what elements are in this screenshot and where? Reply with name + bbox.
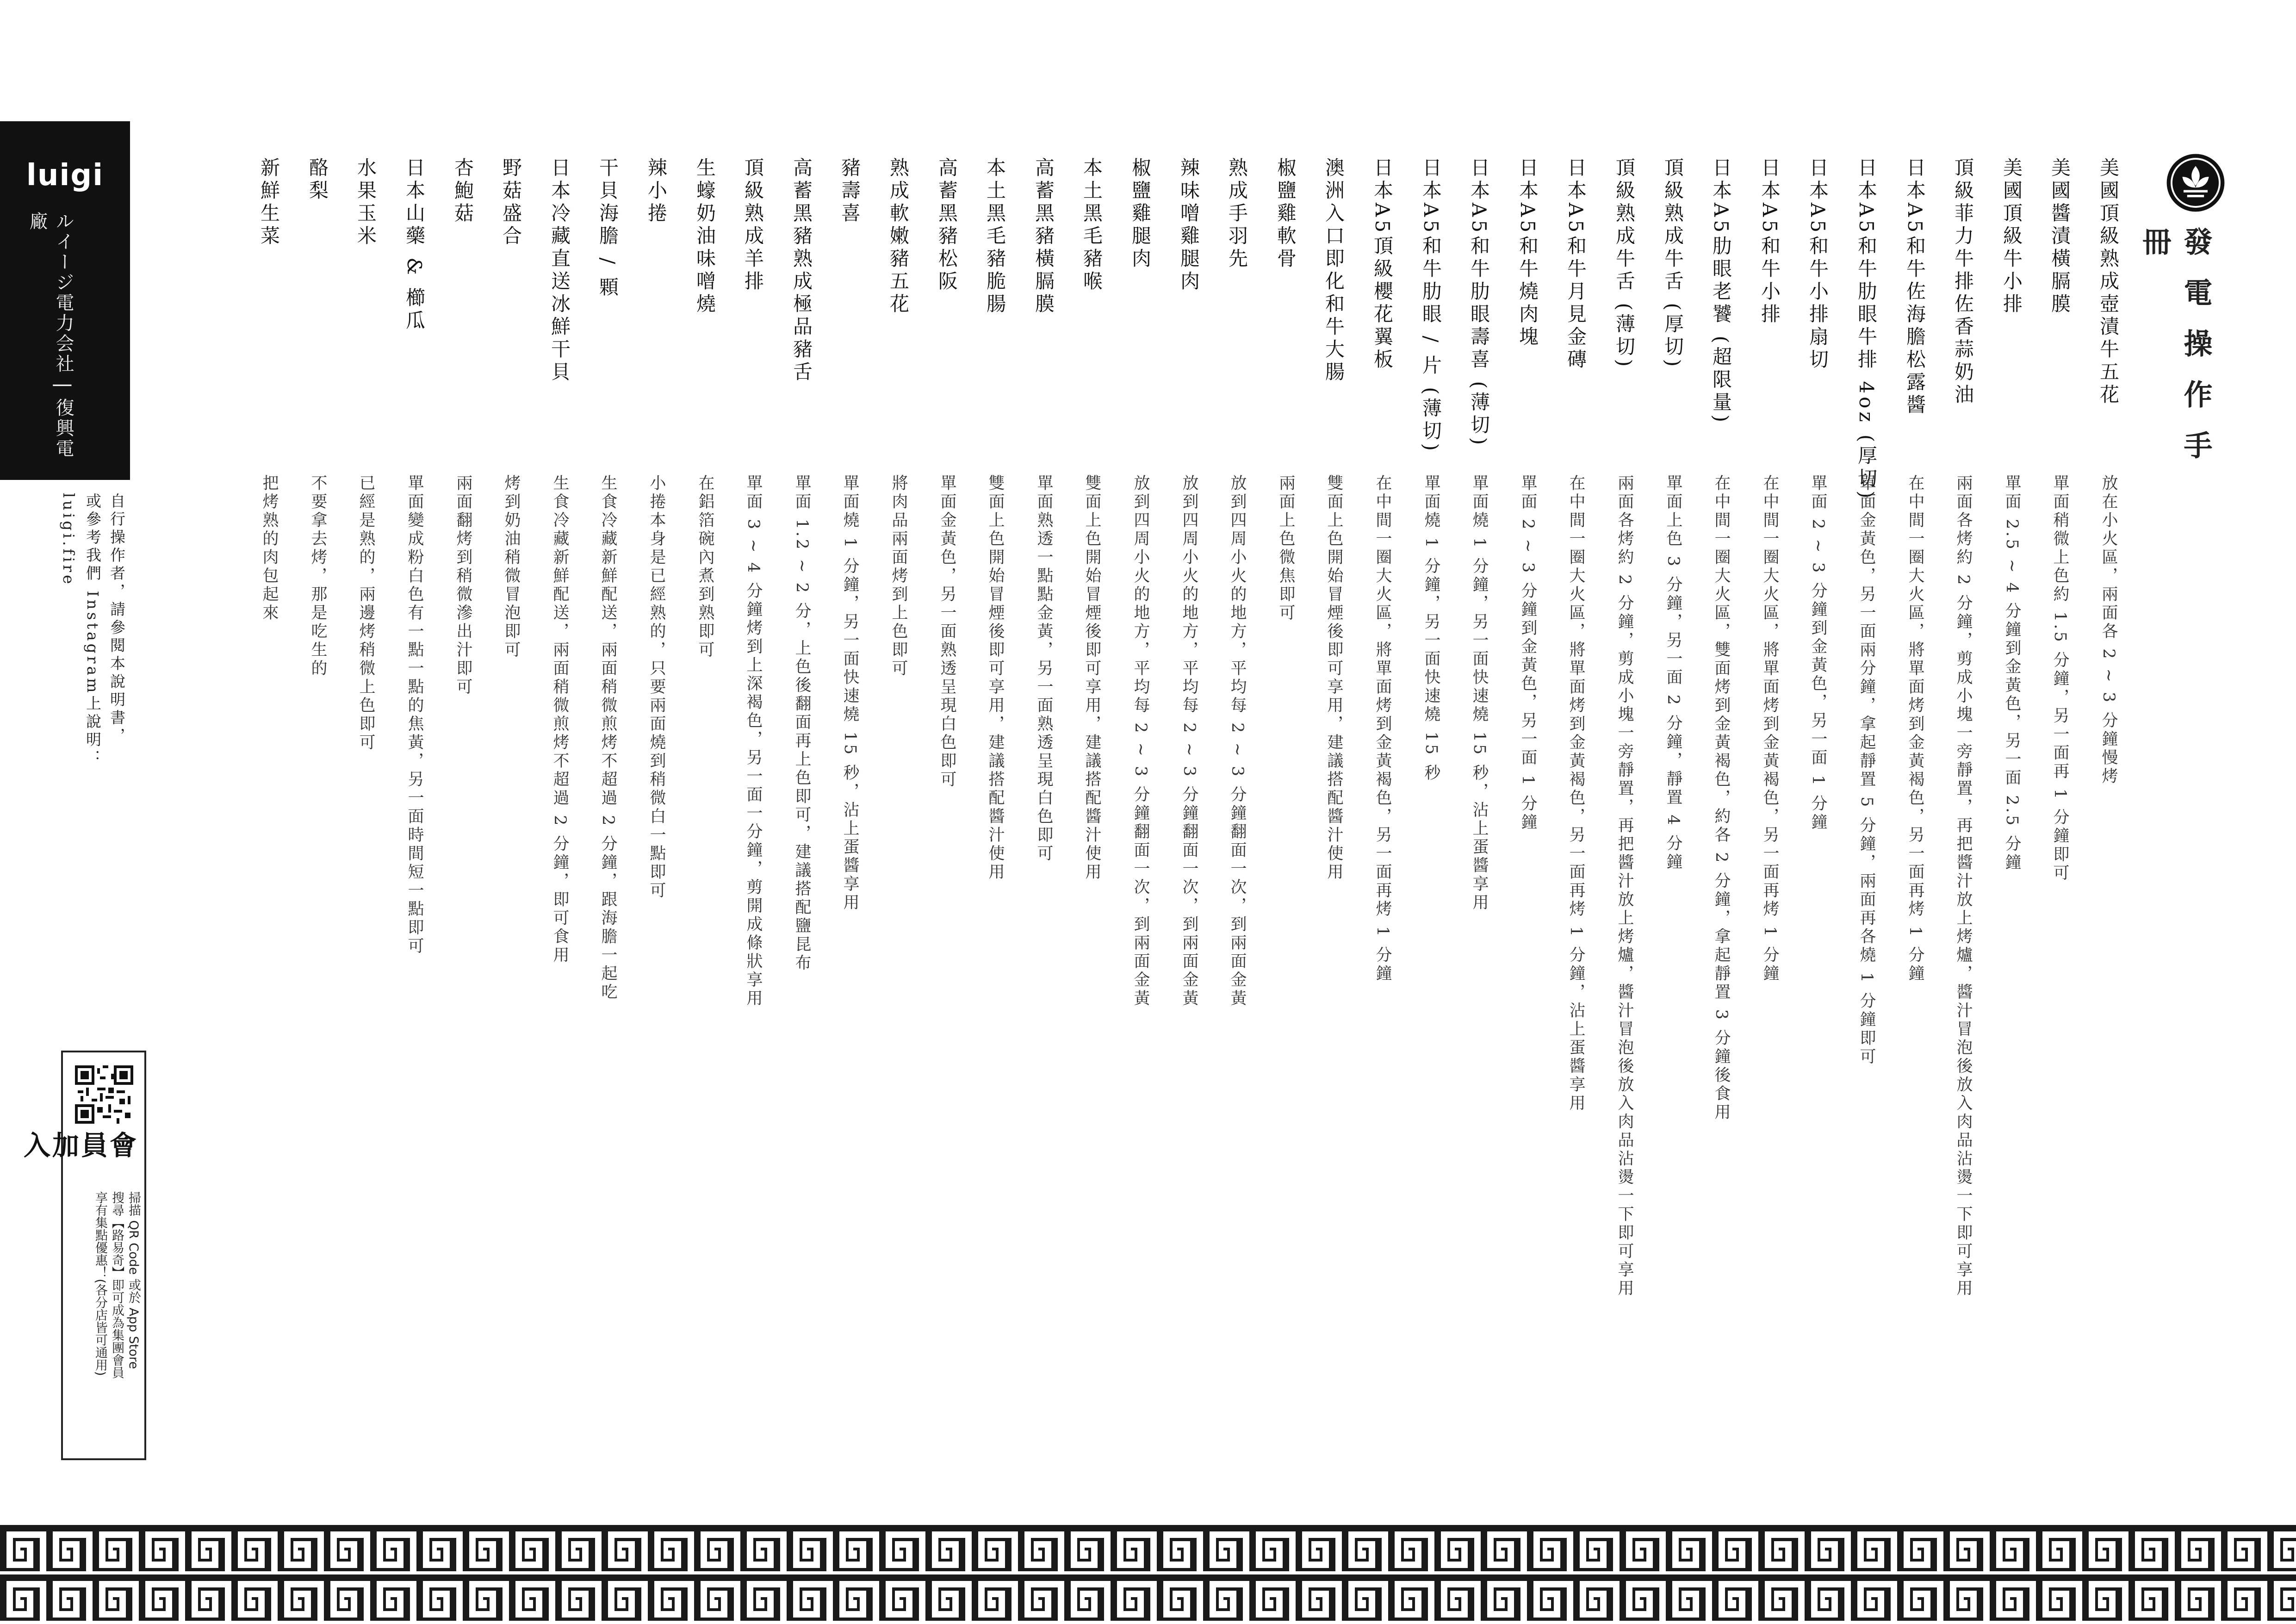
menu-item-name: 日本A5頂級櫻花翼板 [1371, 157, 1394, 372]
member-text-line1: 掃描 QR Code 或於 App Store [126, 1191, 141, 1369]
menu-item-name: 日本A5和牛佐海膽松露醬 [1904, 157, 1926, 417]
menu-item-instruction: 生食冷藏新鮮配送，兩面稍微煎烤不超過 2 分鐘，即可食用 [551, 474, 569, 965]
member-title-line2: 加入 [19, 1131, 79, 1159]
menu-item-name: 日本A5和牛肋眼 / 片 (薄切) [1420, 157, 1442, 454]
menu-item-instruction: 在中間一圈大火區，將單面烤到金黃褐色，另一面再烤 1 分鐘 [1373, 474, 1392, 983]
menu-item-instruction: 在鋁箔碗內煮到熟即可 [696, 474, 714, 660]
menu-item-name: 野菇盛合 [500, 157, 522, 248]
menu-item-name: 日本A5肋眼老饕 (超限量) [1710, 157, 1732, 426]
page-title: 發電操作手冊 [2138, 227, 2213, 481]
menu-item-instruction: 單面 2 ~ 3 分鐘到金黃色，另一面 1 分鐘 [1809, 474, 1827, 832]
menu-item-instruction: 單面 1.2 ~ 2 分，上色後翻面再上色即可，建議搭配鹽昆布 [793, 474, 811, 973]
member-card [19, 1051, 146, 1460]
menu-item-name: 本土黑毛豬喉 [1080, 157, 1103, 293]
qr-code-icon[interactable] [75, 1065, 133, 1124]
menu-item-name: 日本A5和牛小排 [1758, 157, 1781, 327]
brand-logo: luigi [26, 158, 104, 193]
menu-item-name: 熟成軟嫩豬五花 [887, 157, 910, 316]
lotus-emblem-icon [2166, 153, 2226, 213]
side-note-line2: 或參考我們 Instagram上說明：luigi.fire [60, 493, 102, 768]
menu-item-name: 辣小捲 [645, 157, 668, 225]
menu-item-instruction: 兩面翻烤到稍微滲出汁即可 [454, 474, 472, 697]
menu-item-instruction: 放到四周小火的地方，平均每 2 ~ 3 分鐘翻面一次，到兩面金黃 [1131, 474, 1150, 1008]
member-title-line1: 會員 [76, 1131, 137, 1159]
menu-item-instruction: 雙面上色開始冒煙後即可享用，建議搭配醬汁使用 [1083, 474, 1101, 882]
menu-item-instruction: 雙面上色開始冒煙後即可享用，建議搭配醬汁使用 [986, 474, 1005, 882]
menu-item-name: 日本A5和牛燒肉塊 [1516, 157, 1539, 349]
menu-item-name: 酪梨 [306, 157, 329, 203]
menu-item-name: 日本A5和牛肋眼壽喜 (薄切) [1468, 157, 1490, 448]
menu-item-instruction: 在中間一圈大火區，將單面烤到金黃褐色，另一面再烤 1 分鐘 [1906, 474, 1924, 983]
member-text-line2: 搜尋【路易奇】即可成為集團會員 [110, 1191, 124, 1379]
menu-item-instruction: 單面燒 1 分鐘，另一面快速燒 15 秒 [1422, 474, 1440, 783]
menu-item-instruction: 放到四周小火的地方，平均每 2 ~ 3 分鐘翻面一次，到兩面金黃 [1228, 474, 1247, 1008]
menu-item-name: 日本A5和牛肋眼牛排 4oz (厚切) [1855, 157, 1878, 502]
menu-item-name: 干貝海膽 / 顆 [596, 157, 619, 299]
menu-item-instruction: 不要拿去烤，那是吃生的 [309, 474, 327, 678]
menu-item-instruction: 單面燒 1 分鐘，另一面快速燒 15 秒，沾上蛋醬享用 [1470, 474, 1489, 913]
menu-item-name: 杏鮑菇 [452, 157, 474, 225]
menu-item-name: 頂級熟成牛舌 (薄切) [1613, 157, 1636, 370]
menu-item-instruction: 雙面上色開始冒煙後即可享用，建議搭配醬汁使用 [1325, 474, 1343, 882]
menu-item-name: 辣味噌雞腿肉 [1178, 157, 1200, 293]
menu-item-instruction: 單面金黃色，另一面熟透呈現白色即可 [938, 474, 956, 789]
menu-item-instruction: 單面稍微上色約 1.5 分鐘，另一面再 1 分鐘即可 [2051, 474, 2069, 883]
menu-item-name: 美國頂級牛小排 [2000, 157, 2023, 316]
menu-item-name: 新鮮生菜 [258, 157, 280, 248]
menu-item-name: 日本冷藏直送冰鮮干貝 [548, 157, 571, 384]
brand-name: ルイージ電力会社 | 復興電廠 [26, 212, 74, 459]
menu-item-instruction: 將肉品兩面烤到上色即可 [889, 474, 908, 678]
menu-item-instruction: 兩面各烤約 2 分鐘，剪成小塊一旁靜置，再把醬汁放上烤爐，醬汁冒泡後放入肉品沾燙一下即可享用 [1954, 474, 1973, 1298]
member-text [72, 1191, 142, 1455]
menu-item-instruction: 烤到奶油稍微冒泡即可 [502, 474, 521, 660]
menu-item-name: 頂級菲力牛排佐香蒜奶油 [1952, 157, 1974, 407]
menu-item-name: 椒鹽雞軟骨 [1274, 157, 1297, 271]
menu-item-name: 日本A5和牛小排扇切 [1806, 157, 1829, 372]
member-text-line3: 享有集點優惠！(各分店皆可通用) [93, 1191, 107, 1376]
menu-item-name: 水果玉米 [354, 157, 377, 248]
menu-item-instruction: 單面變成粉白色有一點一點的焦黃，另一面時間短一點即可 [405, 474, 424, 956]
menu-item-instruction: 放在小火區，兩面各 2 ~ 3 分鐘慢烤 [2099, 474, 2118, 786]
member-title [19, 1131, 137, 1182]
side-note-line1: 自行操作者，請參閱本說明書， [108, 493, 126, 746]
menu-item-instruction: 單面 2.5 ~ 4 分鐘到金黃色，另一面 2.5 分鐘 [2003, 474, 2021, 872]
menu-item-name: 高蓄黑豬松阪 [936, 157, 958, 293]
menu-item-instruction: 單面 2 ~ 3 分鐘到金黃色，另一面 1 分鐘 [1519, 474, 1537, 832]
menu-item-name: 美國醬漬橫膈膜 [2048, 157, 2071, 316]
menu-item-instruction: 放到四周小火的地方，平均每 2 ~ 3 分鐘翻面一次，到兩面金黃 [1180, 474, 1198, 1008]
menu-item-name: 日本A5和牛月見金磚 [1564, 157, 1587, 372]
menu-item-name: 日本山藥 & 櫛瓜 [403, 157, 426, 333]
menu-item-instruction: 在中間一圈大火區，將單面烤到金黃褐色，另一面再烤 1 分鐘，沾上蛋醬享用 [1567, 474, 1585, 1113]
menu-item-instruction: 單面 3 ~ 4 分鐘烤到上深褐色，另一面一分鐘，剪開成條狀享用 [744, 474, 763, 1008]
menu-item-name: 高蓄黑豬熟成極品豬舌 [790, 157, 813, 384]
menu-item-instruction: 單面金黃色，另一面兩分鐘，拿起靜置 5 分鐘，兩面再各燒 1 分鐘即可 [1857, 474, 1876, 1067]
menu-item-instruction: 單面燒 1 分鐘，另一面快速燒 15 秒，沾上蛋醬享用 [841, 474, 859, 913]
menu-item-name: 熟成手羽先 [1226, 157, 1248, 271]
menu-item-name: 澳洲入口即化和牛大腸 [1322, 157, 1345, 384]
menu-item-name: 椒鹽雞腿肉 [1129, 157, 1152, 271]
menu-item-name: 生蠔奶油味噌燒 [694, 157, 716, 316]
side-note [60, 493, 129, 845]
menu-item-instruction: 兩面上色微焦即可 [1277, 474, 1295, 622]
menu-item-name: 豬壽喜 [838, 157, 861, 225]
menu-item-name: 本土黑毛豬脆腸 [984, 157, 1006, 316]
menu-item-instruction: 單面熟透一點點金黃，另一面熟透呈現白色即可 [1035, 474, 1053, 863]
menu-item-name: 高蓄黑豬橫膈膜 [1032, 157, 1055, 316]
menu-item-instruction: 把烤熟的肉包起來 [260, 474, 279, 622]
menu-item-instruction: 小捲本身是已經熟的，只要兩面燒到稍微白一點即可 [647, 474, 666, 900]
menu-item-instruction: 在中間一圈大火區，將單面烤到金黃褐色，另一面再烤 1 分鐘 [1761, 474, 1779, 983]
brand-panel [0, 121, 130, 480]
menu-item-name: 美國頂級熟成壺漬牛五花 [2097, 157, 2120, 407]
menu-item-name: 頂級熟成羊排 [742, 157, 764, 293]
decorative-key-border [0, 1525, 2296, 1624]
menu-item-instruction: 已經是熟的，兩邊烤稍微上色即可 [357, 474, 375, 752]
menu-item-name: 頂級熟成牛舌 (厚切) [1662, 157, 1684, 370]
menu-item-instruction: 生食冷藏新鮮配送，兩面稍微煎烤不超過 2 分鐘，跟海膽一起吃 [599, 474, 617, 1002]
menu-item-instruction: 單面上色 3 分鐘，另一面 2 分鐘，靜置 4 分鐘 [1664, 474, 1682, 872]
menu-item-instruction: 兩面各烤約 2 分鐘，剪成小塊一旁靜置，再把醬汁放上烤爐，醬汁冒泡後放入肉品沾燙一下即可享用 [1615, 474, 1634, 1298]
menu-item-instruction: 在中間一圈大火區，雙面烤到金黃褐色，約各 2 分鐘，拿起靜置 3 分鐘後食用 [1712, 474, 1731, 1122]
